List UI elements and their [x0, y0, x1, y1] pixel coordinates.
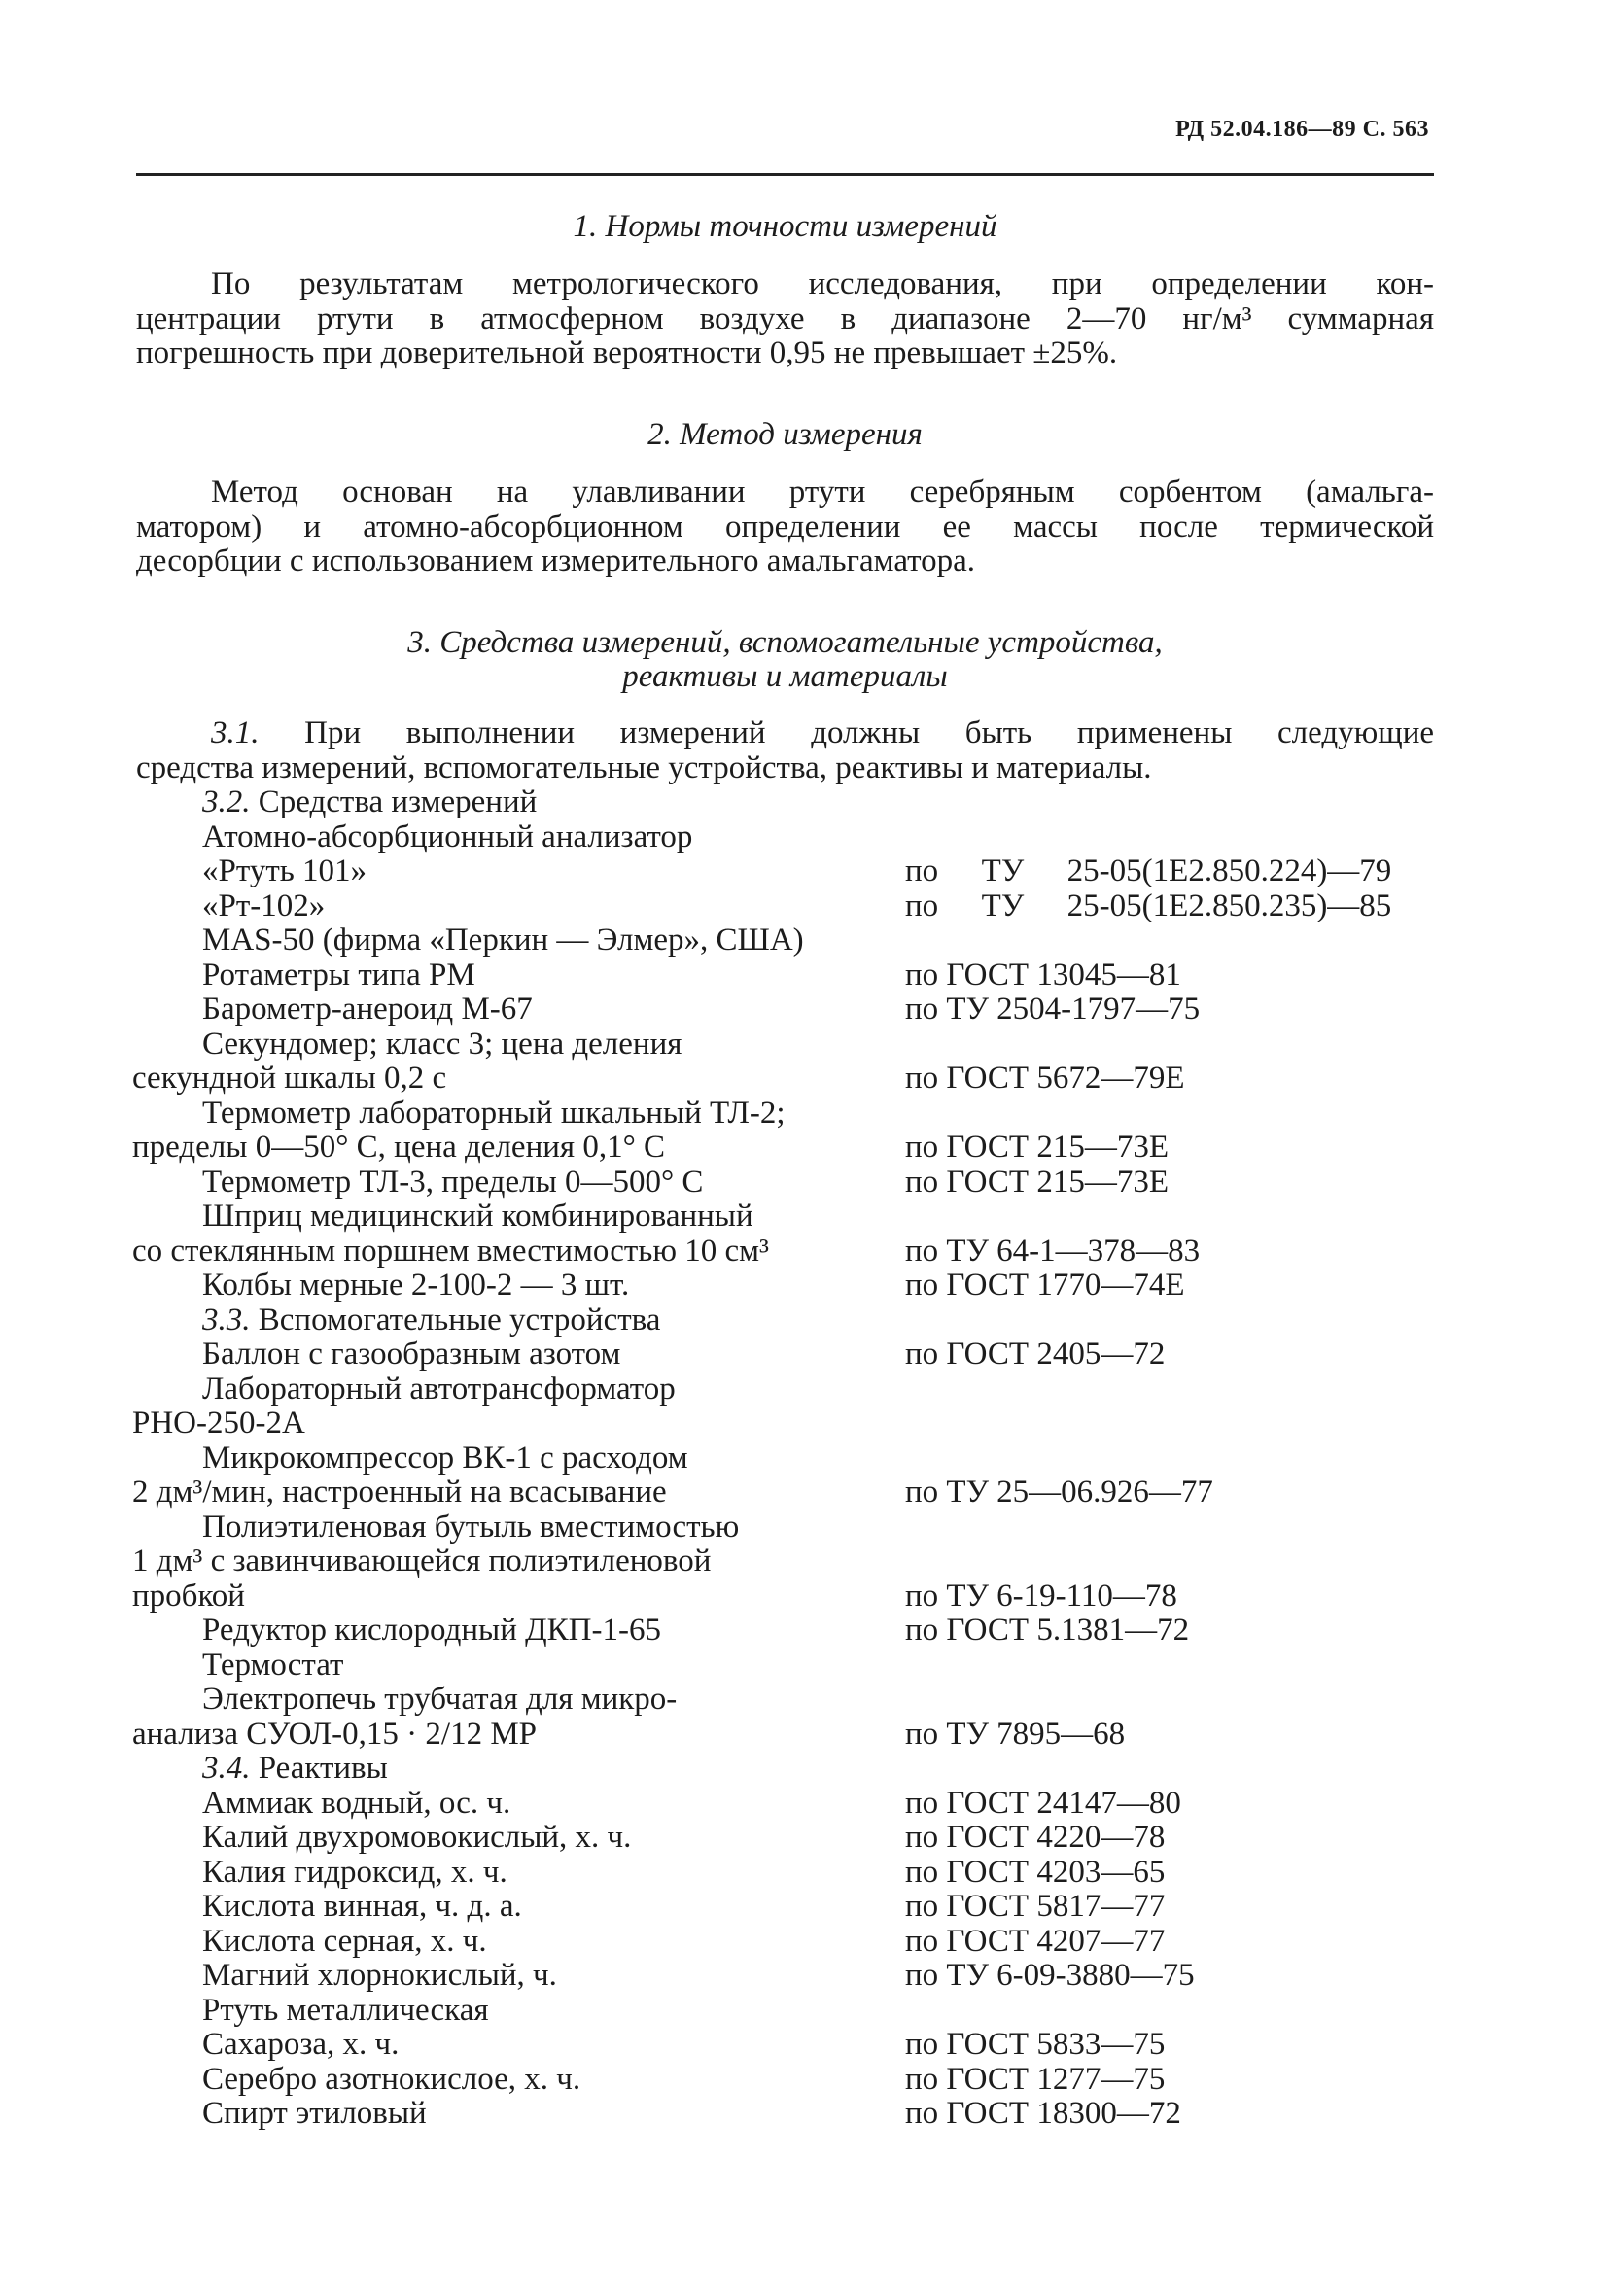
item-standard: по ГОСТ 5833—75 [905, 2027, 1166, 2062]
item-standard: по ГОСТ 5672—79Е [905, 1061, 1185, 1096]
item-name: 3.4. Реактивы [202, 1751, 388, 1786]
list-row [132, 1821, 1435, 1856]
list-row [132, 1718, 1435, 1753]
list-row [132, 1614, 1435, 1649]
item-standard: по ТУ 25-05(1Е2.850.224)—79 [905, 853, 1392, 888]
item-name: Секундомер; класс 3; цена деления [202, 1026, 682, 1061]
list-row [132, 1752, 1435, 1787]
list-row [132, 785, 1435, 820]
list-row [132, 1235, 1435, 1270]
list-row [132, 1476, 1435, 1511]
item-name: Аммиак водный, ос. ч. [202, 1785, 511, 1821]
item-name-continuation: РНО-250-2А [132, 1406, 305, 1441]
section-1-title: 1. Нормы точности измерений [573, 209, 997, 244]
item-standard: по ТУ 2504-1797—75 [905, 991, 1201, 1026]
section-1-paragraph [136, 267, 1434, 371]
list-row [132, 1407, 1435, 1442]
item-name-continuation: пробкой [132, 1578, 245, 1614]
item-standard: по ГОСТ 18300—72 [905, 2096, 1181, 2131]
item-standard: по ГОСТ 24147—80 [905, 1785, 1181, 1821]
list-row [132, 1096, 1435, 1131]
paragraph-line: По результатам метрологического исследования, при определении кон- [211, 266, 1434, 301]
item-standard: по ГОСТ 1770—74Е [905, 1268, 1185, 1303]
item-standard: по ТУ 25-05(1Е2.850.235)—85 [905, 887, 1392, 923]
list-row [132, 1061, 1435, 1096]
paragraph-line [136, 716, 1434, 751]
list-row [132, 1269, 1435, 1304]
item-name: «Ртуть 101» [202, 853, 367, 888]
section-2-paragraph [136, 475, 1434, 579]
item-name: Термометр ТЛ-3, пределы 0—500° С [202, 1164, 704, 1200]
item-standard: по ГОСТ 4203—65 [905, 1854, 1166, 1890]
item-standard: по ГОСТ 5.1381—72 [905, 1613, 1190, 1648]
list-row [132, 1925, 1435, 1960]
item-name: MAS-50 (фирма «Перкин — Элмер», США) [202, 922, 804, 957]
clause-number: 3.4. [202, 1751, 251, 1786]
item-name: Сахароза, х. ч. [202, 2027, 400, 2062]
list-row [132, 1545, 1435, 1580]
item-name: Шприц медицинский комбинированный [202, 1199, 753, 1234]
section-3-1-paragraph [136, 716, 1434, 785]
item-name: Лабораторный автотрансформатор [202, 1371, 676, 1407]
item-standard: по ТУ 6-19-110—78 [905, 1578, 1177, 1614]
clause-number: 3.1. [211, 715, 260, 750]
item-name: 3.3. Вспомогательные устройства [202, 1302, 661, 1338]
section-3-title-line-2: реактивы и материалы [622, 659, 948, 694]
item-standard: по ГОСТ 215—73Е [905, 1164, 1169, 1200]
list-row [132, 889, 1435, 924]
item-name: Микрокомпрессор ВК-1 с расходом [202, 1440, 688, 1476]
item-name-continuation: 1 дм³ с завинчивающейся полиэтиленовой [132, 1544, 712, 1579]
item-standard: по ГОСТ 215—73Е [905, 1130, 1169, 1165]
clause-number: 3.2. [202, 784, 251, 819]
item-name-continuation: 2 дм³/мин, настроенный на всасывание [132, 1475, 667, 1510]
item-name: Термостат [202, 1647, 344, 1683]
item-name: Серебро азотнокислое, х. ч. [202, 2061, 581, 2097]
item-name: Электропечь трубчатая для микро- [202, 1682, 678, 1717]
paragraph-line: Метод основан на улавливании ртути серебряным сорбентом (амальга- [211, 474, 1434, 509]
list-row [132, 1787, 1435, 1822]
list-row [132, 1338, 1435, 1373]
list-row [132, 1856, 1435, 1891]
list-row [132, 1959, 1435, 1994]
list-row [132, 1373, 1435, 1408]
list-row [132, 1994, 1435, 2029]
list-row [132, 1200, 1435, 1235]
item-standard: по ТУ 25—06.926—77 [905, 1475, 1213, 1510]
paragraph-line: матором) и атомно-абсорбционном определении ее массы после термической [136, 508, 1434, 544]
paragraph-line: погрешность при доверительной вероятности 0,95 не превышает ±25%. [136, 335, 1118, 370]
item-name: Полиэтиленовая бутыль вместимостью [202, 1509, 740, 1545]
header-rule [136, 173, 1434, 176]
list-row [132, 1890, 1435, 1925]
equipment-list [132, 785, 1435, 2132]
item-name: «Рт-102» [202, 887, 326, 923]
item-name-continuation: со стеклянным поршнем вместимостью 10 см³ [132, 1233, 769, 1269]
item-name: Барометр-анероид М-67 [202, 991, 533, 1026]
item-standard: по ГОСТ 13045—81 [905, 957, 1181, 992]
list-row [132, 1683, 1435, 1718]
list-row [132, 1304, 1435, 1339]
list-row [132, 1442, 1435, 1477]
item-name: Колбы мерные 2-100-2 — 3 шт. [202, 1268, 630, 1303]
item-name: Термометр лабораторный шкальный ТЛ-2; [202, 1095, 786, 1131]
item-standard: по ТУ 6-09-3880—75 [905, 1958, 1195, 1993]
list-row [132, 1165, 1435, 1200]
item-name: Кислота винная, ч. д. а. [202, 1889, 522, 1924]
item-name: Кислота серная, х. ч. [202, 1923, 487, 1959]
list-row [132, 2063, 1435, 2098]
item-name: Магний хлорнокислый, ч. [202, 1958, 557, 1993]
clause-text: При выполнении измерений должны быть применены следующие [304, 715, 1435, 750]
item-name-continuation: пределы 0—50° С, цена деления 0,1° С [132, 1130, 666, 1165]
paragraph-line: десорбции с использованием измерительного амальгаматора. [136, 543, 976, 578]
item-standard: по ГОСТ 5817—77 [905, 1889, 1166, 1924]
list-row [132, 958, 1435, 993]
list-row [132, 2028, 1435, 2063]
section-3-title-line-1: 3. Средства измерений, вспомогательные устройства, [407, 625, 1163, 660]
item-name-continuation: анализа СУОЛ-0,15 · 2/12 МР [132, 1716, 538, 1752]
item-name: Баллон с газообразным азотом [202, 1337, 621, 1372]
item-name: Редуктор кислородный ДКП-1-65 [202, 1613, 661, 1648]
list-row [132, 923, 1435, 958]
item-standard: по ТУ 7895—68 [905, 1716, 1126, 1752]
item-standard: по ГОСТ 4207—77 [905, 1923, 1166, 1959]
section-2-title: 2. Метод измерения [647, 417, 923, 452]
item-standard: по ГОСТ 1277—75 [905, 2061, 1166, 2097]
item-name: Атомно-абсорбционный анализатор [202, 818, 693, 854]
item-name: Ртуть металлическая [202, 1992, 489, 2028]
list-row [132, 854, 1435, 889]
list-row [132, 1027, 1435, 1062]
list-row [132, 992, 1435, 1027]
item-name: Калия гидроксид, х. ч. [202, 1854, 507, 1890]
list-row [132, 2097, 1435, 2132]
item-name: 3.2. Средства измерений [202, 784, 538, 819]
item-name-continuation: секундной шкалы 0,2 с [132, 1061, 447, 1096]
item-name: Спирт этиловый [202, 2096, 427, 2131]
document-reference-header: РД 52.04.186—89 С. 563 [1175, 117, 1429, 142]
list-row [132, 1131, 1435, 1165]
list-row [132, 1649, 1435, 1684]
item-name: Калий двухромовокислый, х. ч. [202, 1820, 632, 1855]
item-standard: по ГОСТ 2405—72 [905, 1337, 1166, 1372]
paragraph-line: средства измерений, вспомогательные устройства, реактивы и материалы. [136, 749, 1152, 785]
item-standard: по ГОСТ 4220—78 [905, 1820, 1166, 1855]
list-row [132, 1580, 1435, 1615]
list-row [132, 820, 1435, 855]
list-row [132, 1511, 1435, 1546]
clause-number: 3.3. [202, 1302, 251, 1338]
item-standard: по ТУ 64-1—378—83 [905, 1233, 1201, 1269]
paragraph-line: центрации ртути в атмосферном воздухе в диапазоне 2—70 нг/м³ суммарная [136, 300, 1434, 336]
item-name: Ротаметры типа РМ [202, 957, 475, 992]
